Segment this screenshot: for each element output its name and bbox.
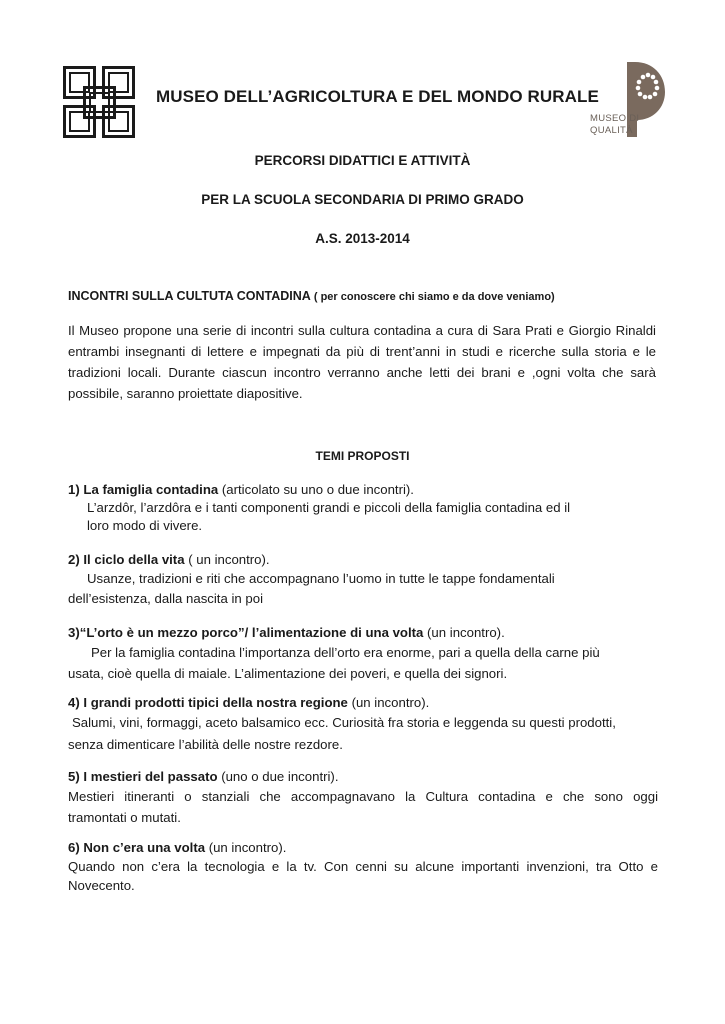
theme-line: dell’esistenza, dalla nascita in poi — [68, 591, 263, 606]
theme-item-5 — [68, 767, 658, 828]
theme-line: Mestieri itineranti o stanziali che accompagnavano la Cultura contadina e che sono oggi — [68, 789, 658, 804]
theme-title: 4) I grandi prodotti tipici della nostra regione — [68, 695, 348, 710]
museum-logo-mark — [63, 66, 135, 138]
theme-note: (uno o due incontri). — [217, 769, 339, 784]
theme-heading — [68, 693, 658, 712]
theme-heading — [68, 623, 658, 642]
theme-line: loro modo di vivere. — [87, 518, 203, 533]
quality-logo-text — [590, 113, 650, 137]
theme-title: 3)“L’orto è un mezzo porco”/ l’alimentazione di una volta — [68, 625, 424, 640]
theme-line: L’arzdôr, l’arzdôra e i tanti componenti grandi e piccoli della famiglia contadina ed il — [87, 500, 571, 515]
intro-line: possibile, saranno proiettate diapositive. — [68, 386, 303, 401]
theme-line: Novecento. — [68, 878, 135, 893]
theme-line: Salumi, vini, formaggi, aceto balsamico ecc. Curiosità fra storia e leggenda su questi prodotti, — [72, 715, 616, 730]
theme-line: Per la famiglia contadina l’importanza dell’orto era enorme, pari a quella della carne più — [91, 645, 600, 660]
intro-paragraph — [68, 320, 656, 404]
section-heading-subtitle: ( per conoscere chi siamo e da dove veniamo) — [310, 291, 555, 303]
theme-item-6 — [68, 838, 658, 895]
theme-note: (un incontro). — [347, 695, 430, 710]
theme-item-1 — [68, 480, 658, 535]
theme-note: ( un incontro). — [184, 552, 270, 567]
museum-name: MUSEO DELL’AGRICOLTURA E DEL MONDO RURALE — [156, 87, 599, 106]
theme-heading — [68, 550, 658, 569]
intro-line: entrambi insegnanti di lettere e impegnati da più di trent’anni in studi e ricerche sulla storia e le — [68, 344, 656, 359]
intro-line: tradizioni locali. Durante ciascun incontro verranno anche letti dei brani e ,ogni volta che sarà — [68, 365, 656, 380]
title-line-1: PERCORSI DIDATTICI E ATTIVITÀ — [254, 153, 471, 168]
theme-heading — [68, 767, 658, 786]
theme-title: 1) La famiglia contadina — [68, 482, 219, 497]
theme-line: senza dimenticare l’abilità delle nostre rezdore. — [68, 737, 343, 752]
theme-title: 2) Il ciclo della vita — [68, 552, 185, 567]
theme-note: (un incontro). — [205, 840, 287, 855]
theme-note: (articolato su uno o due incontri). — [218, 482, 414, 497]
intro-line: Il Museo propone una serie di incontri sulla cultura contadina a cura di Sara Prati e Giorgio Rinaldi — [68, 323, 656, 338]
title-line-3: A.S. 2013-2014 — [315, 231, 410, 246]
theme-line: usata, cioè quella di maiale. L’alimentazione dei poveri, e quella dei signori. — [68, 666, 508, 681]
theme-heading — [68, 480, 658, 499]
theme-title: 6) Non c’era una volta — [68, 840, 206, 855]
museum-logo — [63, 66, 135, 138]
themes-title: TEMI PROPOSTI — [315, 449, 410, 463]
theme-item-4 — [68, 693, 658, 756]
theme-item-3 — [68, 623, 658, 684]
quality-logo-label: MUSEO DI QUALITÀ — [590, 113, 640, 136]
theme-heading — [68, 838, 658, 857]
theme-item-2 — [68, 550, 658, 609]
section-heading — [68, 289, 555, 303]
theme-line: Quando non c’era la tecnologia e la tv. Con cenni su alcune importanti invenzioni, tra Otto e — [68, 859, 658, 874]
theme-line: Usanze, tradizioni e riti che accompagnano l’uomo in tutte le tappe fondamentali — [87, 571, 555, 586]
theme-note: (un incontro). — [423, 625, 505, 640]
title-line-2: PER LA SCUOLA SECONDARIA DI PRIMO GRADO — [201, 192, 524, 207]
theme-title: 5) I mestieri del passato — [68, 769, 218, 784]
section-heading-title: INCONTRI SULLA CULTUTA CONTADINA — [68, 289, 311, 303]
theme-line: tramontati o mutati. — [68, 810, 181, 825]
